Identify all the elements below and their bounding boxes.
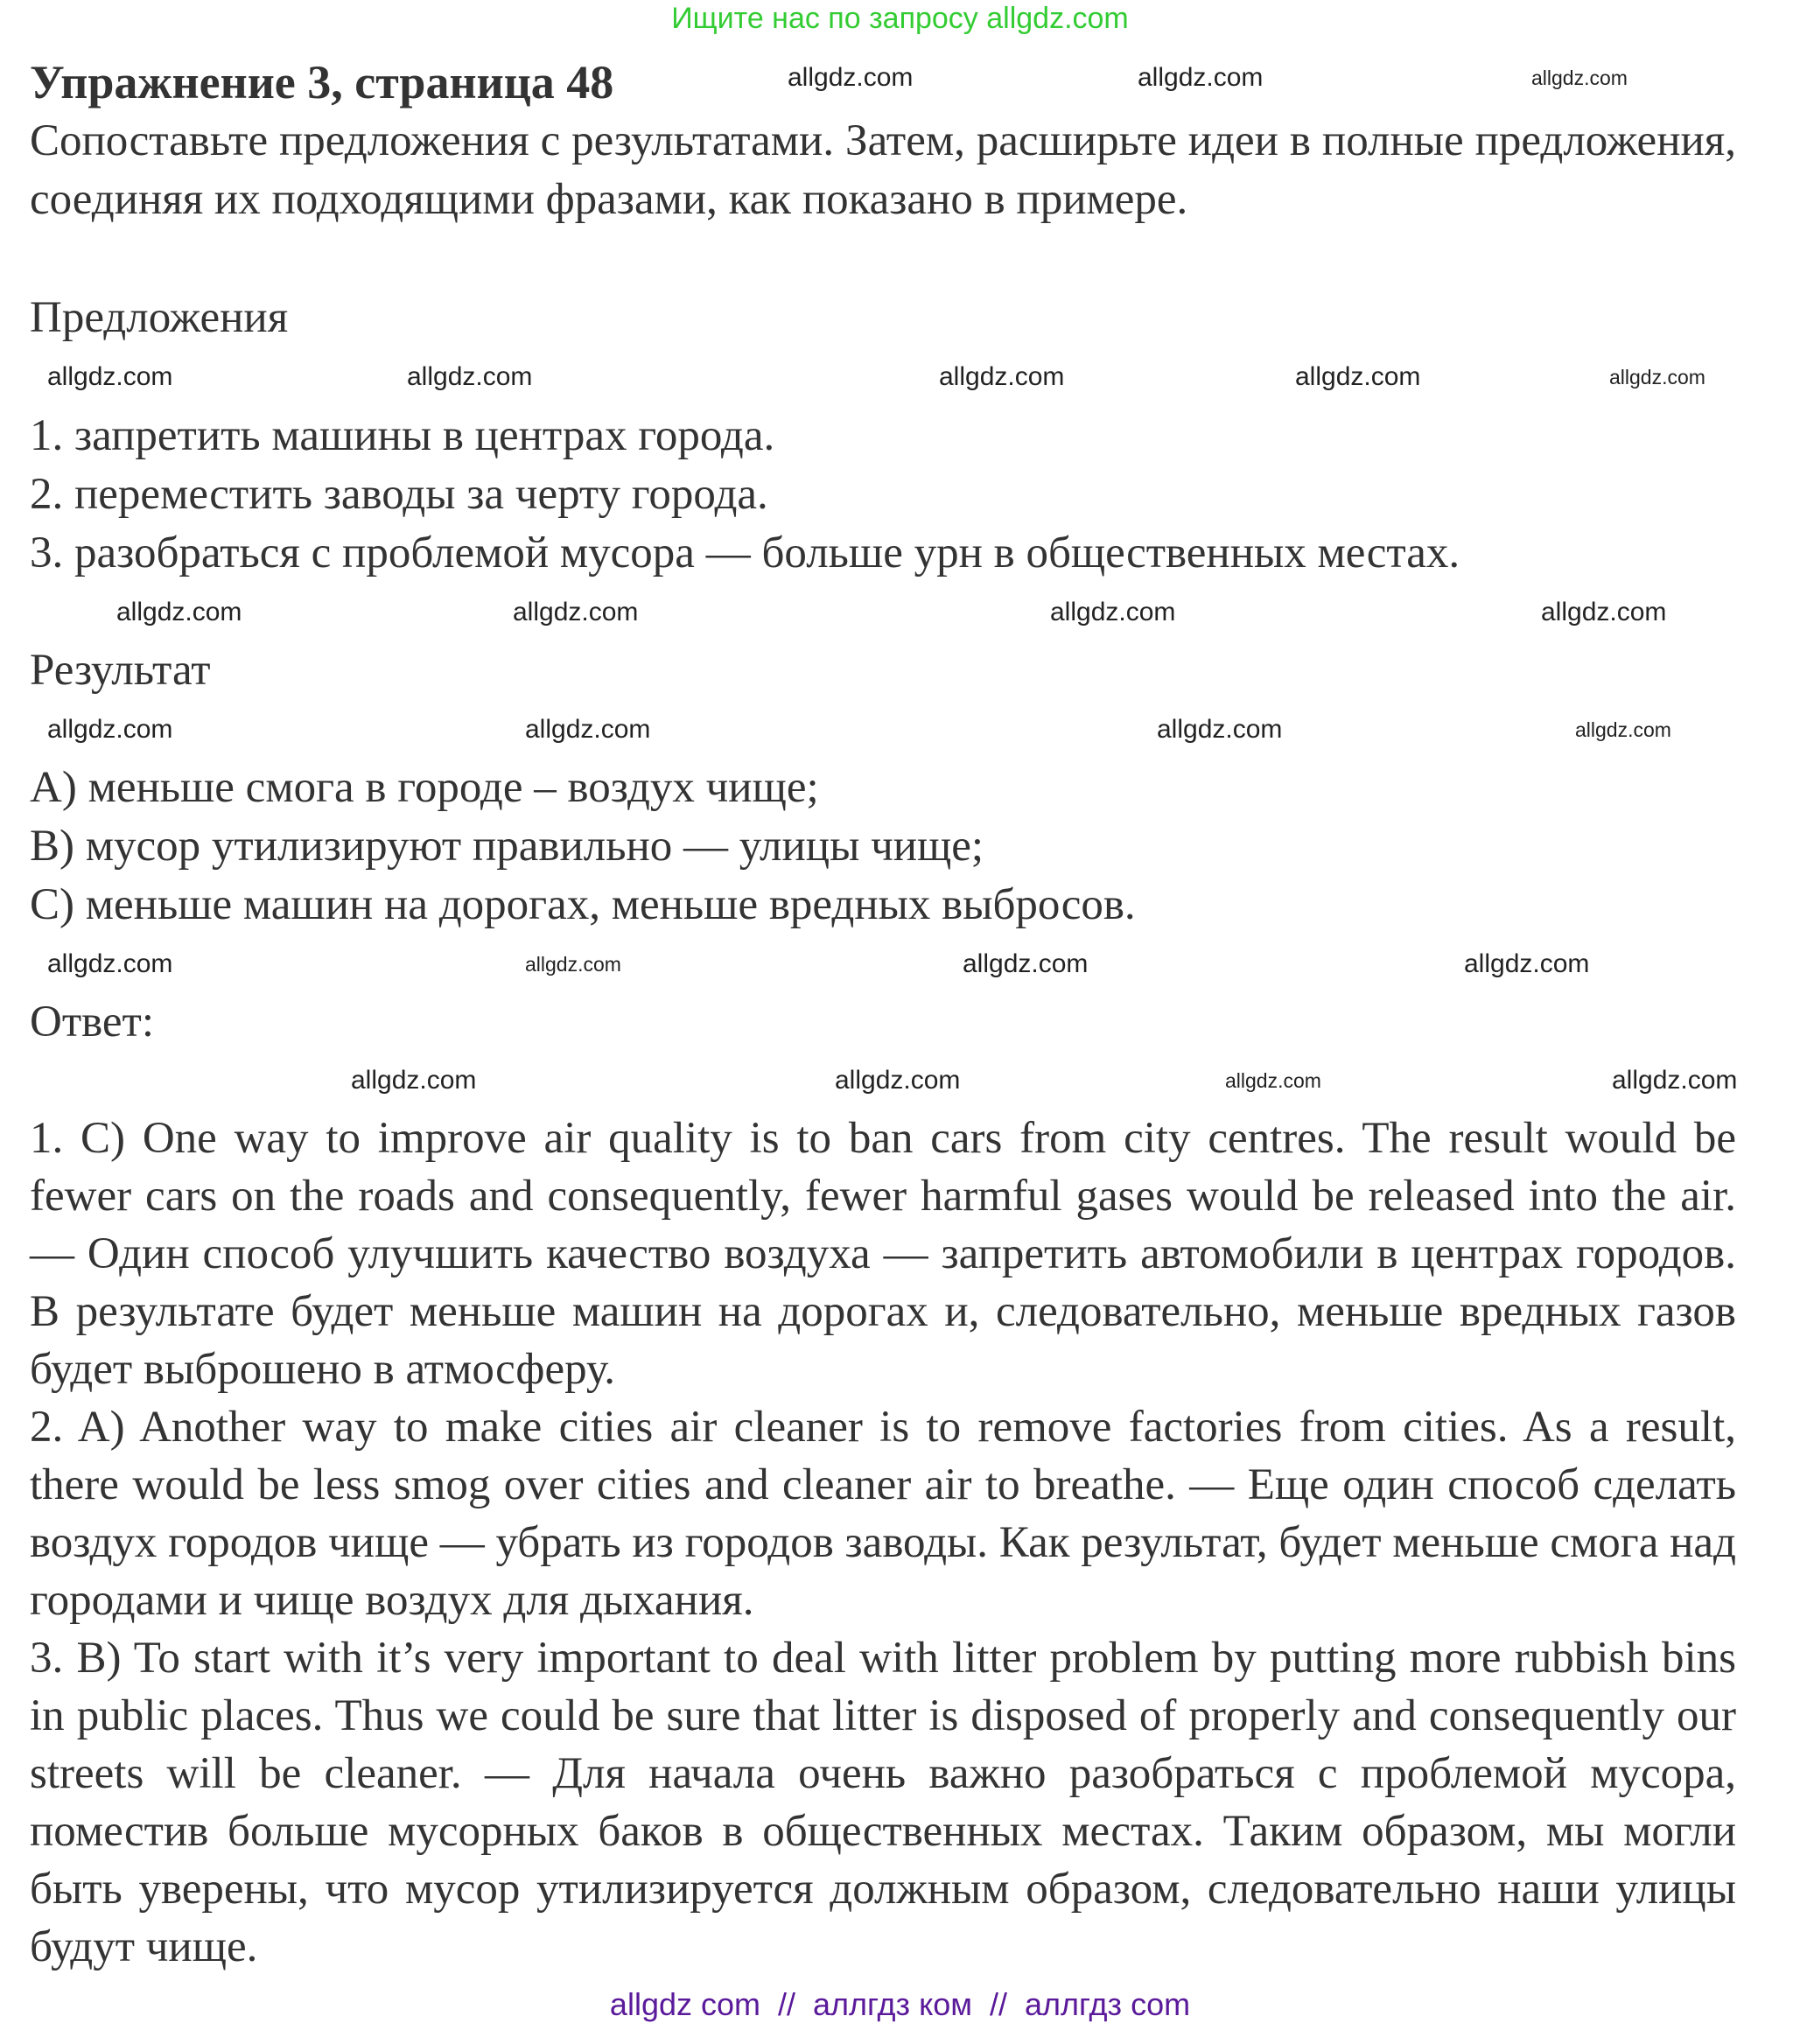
watermark: allgdz.com: [1575, 718, 1671, 741]
watermark: allgdz.com: [1531, 66, 1628, 89]
watermark: allgdz.com: [47, 949, 173, 978]
watermark: allgdz.com: [788, 63, 914, 92]
watermark: allgdz.com: [1295, 362, 1421, 391]
proposal-item: 1. запретить машины в центрах города.: [30, 411, 775, 460]
watermark: allgdz.com: [1138, 63, 1264, 92]
answer-body: [30, 1110, 1736, 1976]
answer-paragraph: 1. C) One way to improve air quality is to ban cars from city centres. The result would be fewer cars on the roads and consequently, fewer harmful gases would be released into the air. — Один способ улучшить качество воздуха — запретить автомобили в центрах городов. В результате будет меньше машин на дорогах и, следовательно, меньше вредных газов будет выброшено в атмосферу.: [30, 1114, 1736, 1394]
result-item: A) меньше смога в городе – воздух чище;: [30, 763, 819, 812]
watermark: allgdz.com: [1541, 598, 1667, 626]
watermark: allgdz.com: [1612, 1066, 1738, 1095]
watermark: allgdz.com: [351, 1066, 477, 1095]
watermark: allgdz.com: [1464, 949, 1590, 978]
watermark: allgdz.com: [525, 715, 651, 744]
watermark: allgdz.com: [116, 598, 242, 626]
result-item: C) меньше машин на дорогах, меньше вредных выбросов.: [30, 880, 1136, 929]
watermark: allgdz.com: [1050, 598, 1176, 626]
footer-links[interactable]: allgdz com // аллгдз ком // аллгдз com: [609, 1986, 1191, 2022]
result-item: B) мусор утилизируют правильно — улицы чище;: [30, 822, 984, 871]
watermark: allgdz.com: [963, 949, 1089, 978]
results-heading: Результат: [30, 646, 211, 695]
watermark: allgdz.com: [1609, 366, 1705, 388]
watermark: allgdz.com: [1225, 1069, 1321, 1092]
watermark: allgdz.com: [939, 362, 1065, 391]
answer-heading: Ответ:: [30, 998, 154, 1046]
watermark: allgdz.com: [525, 953, 621, 976]
search-hint-link[interactable]: Ищите нас по запросу allgdz.com: [671, 2, 1129, 35]
proposals-heading: Предложения: [30, 293, 289, 342]
instruction-text: Сопоставьте предложения с результатами. Затем, расширьте идеи в полные предложения, соединяя их подходящими фразами, как показано в примере.: [30, 116, 1736, 224]
watermark: allgdz.com: [407, 362, 533, 391]
watermark: allgdz.com: [513, 598, 639, 626]
answer-paragraph: 2. A) Another way to make cities air cleaner is to remove factories from cities. As a result, there would be less smog over cities and cleaner air to breathe. — Еще один способ сделать воздух городов чище — убрать из городов заводы. Как результат, будет меньше смога над городами и чище воздух для дыхания.: [30, 1403, 1736, 1625]
watermark: allgdz.com: [1157, 715, 1283, 744]
answer-section: [0, 993, 1800, 2023]
watermark: allgdz.com: [47, 362, 173, 391]
watermark: allgdz.com: [835, 1066, 961, 1095]
watermark: allgdz.com: [47, 715, 173, 744]
proposal-item: 3. разобраться с проблемой мусора — больше урн в общественных местах.: [30, 528, 1460, 578]
page-title: Упражнение 3, страница 48: [30, 56, 614, 108]
proposal-item: 2. переместить заводы за черту города.: [30, 470, 768, 519]
answer-paragraph: 3. B) To start with it’s very important to deal with litter problem by putting more rubbish bins in public places. Thus we could be sure that litter is disposed of properly and consequently our streets will be cleaner. — Для начала очень важно разобраться с проблемой мусора, поместив больше мусорных баков в общественных местах. Таким образом, мы могли быть уверены, что мусор утилизируется должным образом, следовательно наши улицы будут чище.: [30, 1634, 1736, 1971]
